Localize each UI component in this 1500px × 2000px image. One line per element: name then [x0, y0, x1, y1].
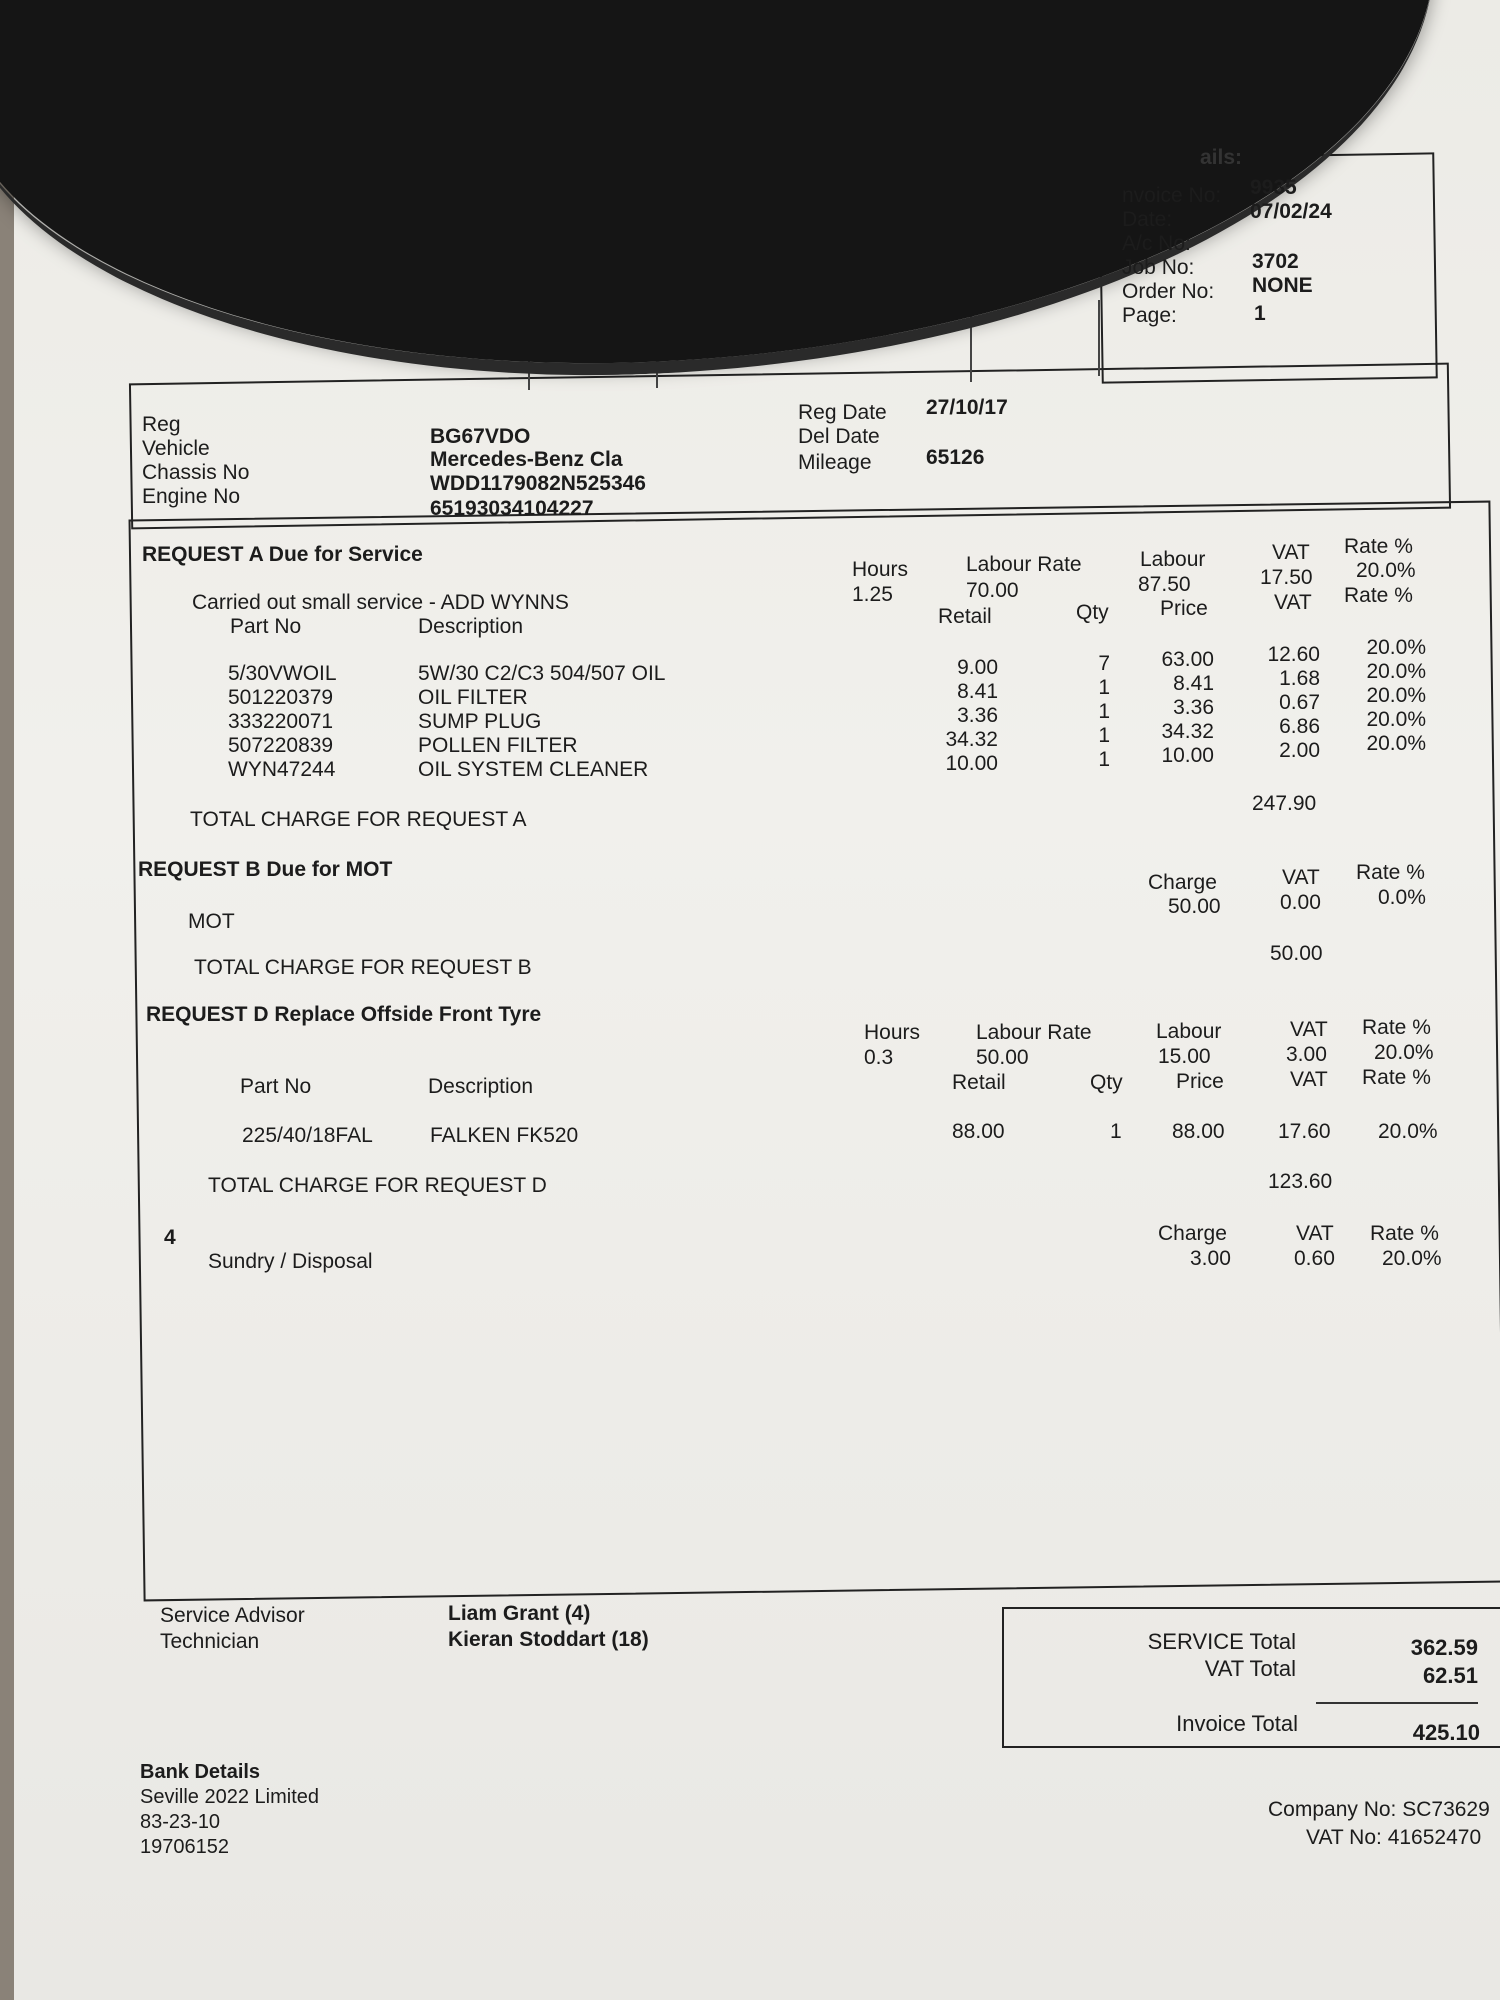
- request-b-vat-value: 0.00: [1280, 891, 1321, 914]
- request-a-labour-value: 87.50: [1138, 573, 1191, 596]
- description-cell: OIL FILTER: [418, 686, 528, 709]
- request-a-part-no-header: Part No: [230, 615, 302, 638]
- sundry-charge-header: Charge: [1158, 1222, 1227, 1245]
- request-b-vat-header: VAT: [1282, 866, 1320, 889]
- description-cell: 5W/30 C2/C3 504/507 OIL: [418, 662, 666, 685]
- price-cell: 8.41: [1173, 672, 1214, 695]
- request-a-title: REQUEST A Due for Service: [142, 543, 423, 566]
- reg-date-label: Reg Date: [798, 401, 887, 424]
- request-a-rate-header: Rate %: [1344, 535, 1413, 558]
- invoice-date-value: 07/02/24: [1250, 200, 1332, 223]
- price-cell: 34.32: [1161, 720, 1214, 743]
- vat-cell: 6.86: [1279, 715, 1320, 738]
- vat-cell: 2.00: [1279, 739, 1320, 762]
- price-cell: 10.00: [1161, 744, 1214, 767]
- request-b-rate-header: Rate %: [1356, 861, 1425, 884]
- rate-cell: 20.0%: [1366, 660, 1426, 683]
- request-a-labour-header: Labour: [1140, 548, 1206, 571]
- request-a-retails: [920, 656, 998, 776]
- request-d-total-value: 123.60: [1268, 1170, 1333, 1193]
- request-a-rate-value: 20.0%: [1356, 559, 1416, 582]
- invoice-details-labels: [1122, 184, 1221, 328]
- bank-account-number: 19706152: [140, 1836, 229, 1858]
- request-d-retail-header: Retail: [952, 1071, 1006, 1094]
- request-d-description: FALKEN FK520: [430, 1124, 579, 1147]
- request-d-vat-header: VAT: [1290, 1018, 1328, 1041]
- qty-cell: 1: [1098, 724, 1110, 747]
- request-a-vat-header: VAT: [1272, 541, 1310, 564]
- vat-total-value: 62.51: [1422, 1663, 1478, 1688]
- technician-value: Kieran Stoddart (18): [448, 1628, 649, 1651]
- mileage-label: Mileage: [798, 451, 872, 474]
- totals-rule: [1316, 1702, 1478, 1704]
- request-a-prices: [1128, 648, 1214, 768]
- request-b-rate-value: 0.0%: [1378, 886, 1426, 909]
- description-cell: SUMP PLUG: [418, 710, 542, 733]
- request-d-vat-header-2: VAT: [1290, 1068, 1328, 1091]
- service-total-value: 362.59: [1410, 1635, 1478, 1660]
- part-no-cell: 333220071: [228, 710, 334, 733]
- rate-cell: 20.0%: [1366, 708, 1426, 731]
- qty-cell: 1: [1098, 676, 1110, 699]
- request-a-hours-value: 1.25: [852, 583, 893, 606]
- del-date-label: Del Date: [798, 425, 880, 448]
- request-b-total-label: TOTAL CHARGE FOR REQUEST B: [194, 956, 532, 979]
- bank-sort-code: 83-23-10: [140, 1811, 221, 1833]
- qty-cell: 1: [1098, 748, 1110, 771]
- sundry-code: 4: [164, 1226, 176, 1249]
- invoice-details-heading: ails:: [1200, 146, 1243, 169]
- rate-cell: 20.0%: [1366, 684, 1426, 707]
- request-d-price: 88.00: [1172, 1120, 1225, 1143]
- request-a-vat-value: 17.50: [1260, 566, 1313, 589]
- request-b-charge-header: Charge: [1148, 871, 1217, 894]
- service-advisor-value: Liam Grant (4): [448, 1602, 591, 1625]
- request-d-labour-rate-header: Labour Rate: [976, 1021, 1092, 1044]
- rate-cell: 20.0%: [1366, 636, 1426, 659]
- part-no-cell: 501220379: [228, 686, 334, 709]
- chassis-value: WDD1179082N525346: [430, 472, 646, 495]
- request-a-part-numbers: [228, 662, 337, 782]
- request-a-vat-header-2: VAT: [1274, 591, 1312, 614]
- service-total-label: SERVICE Total: [1147, 1629, 1296, 1654]
- request-a-labour-rate-value: 70.00: [966, 579, 1019, 602]
- vehicle-labels: [142, 413, 249, 509]
- sundry-rate-value: 20.0%: [1382, 1247, 1442, 1270]
- reg-date-value: 27/10/17: [926, 396, 1008, 419]
- mileage-value: 65126: [926, 446, 985, 469]
- rate-cell: 20.0%: [1366, 732, 1426, 755]
- bank-name: Seville 2022 Limited: [140, 1786, 319, 1808]
- engine-value: 65193034104227: [430, 497, 594, 520]
- invoice-total-label: Invoice Total: [1176, 1711, 1298, 1736]
- request-d-qty-header: Qty: [1090, 1071, 1123, 1094]
- request-a-note: Carried out small service - ADD WYNNS: [192, 591, 569, 614]
- request-d-row-vat: 17.60: [1278, 1120, 1331, 1143]
- request-d-row-rate: 20.0%: [1378, 1120, 1438, 1143]
- job-no-value: 3702: [1252, 250, 1299, 273]
- request-d-labour-value: 15.00: [1158, 1045, 1211, 1068]
- request-d-retail: 88.00: [952, 1120, 1005, 1143]
- request-a-description-header: Description: [418, 615, 524, 638]
- vat-total-label: VAT Total: [1204, 1656, 1296, 1681]
- request-a-vats: [1250, 643, 1320, 763]
- retail-cell: 3.36: [957, 704, 998, 727]
- price-cell: 63.00: [1161, 648, 1214, 671]
- retail-cell: 10.00: [945, 752, 998, 775]
- sundry-charge-value: 3.00: [1190, 1247, 1231, 1270]
- bank-details-heading: Bank Details: [140, 1761, 261, 1783]
- order-no-value: NONE: [1252, 274, 1313, 297]
- request-d-total-label: TOTAL CHARGE FOR REQUEST D: [208, 1174, 547, 1197]
- request-d-rate-header: Rate %: [1362, 1016, 1431, 1039]
- invoice-no-label: nvoice No:: [1122, 184, 1222, 207]
- request-d-vat-value: 3.00: [1286, 1043, 1327, 1066]
- request-b-title: REQUEST B Due for MOT: [138, 858, 393, 881]
- sundry-label: Sundry / Disposal: [208, 1250, 373, 1273]
- retail-cell: 34.32: [945, 728, 998, 751]
- vat-number: VAT No: 41652470: [1306, 1826, 1482, 1849]
- page-label: Page:: [1122, 304, 1177, 327]
- request-d-hours-value: 0.3: [864, 1046, 894, 1069]
- request-a-qtys: [1080, 652, 1110, 772]
- request-d-description-header: Description: [428, 1075, 534, 1098]
- request-b-total-value: 50.00: [1270, 942, 1323, 965]
- part-no-cell: WYN47244: [228, 758, 336, 781]
- invoice-no-value: 9935: [1250, 176, 1297, 199]
- request-a-rate-header-2: Rate %: [1344, 584, 1413, 607]
- request-a-descriptions: [418, 662, 665, 782]
- reg-value: BG67VDO: [430, 425, 531, 448]
- request-b-item: MOT: [188, 910, 235, 933]
- price-cell: 3.36: [1173, 696, 1214, 719]
- date-label: Date:: [1122, 208, 1173, 231]
- request-a-retail-header: Retail: [938, 605, 992, 628]
- request-a-labour-rate-header: Labour Rate: [966, 553, 1082, 576]
- qty-cell: 1: [1098, 700, 1110, 723]
- vehicle-model-value: Mercedes-Benz Cla: [430, 448, 623, 471]
- engine-label: Engine No: [142, 485, 241, 508]
- request-d-part-no: 225/40/18FAL: [242, 1124, 373, 1147]
- retail-cell: 9.00: [957, 656, 998, 679]
- request-a-qty-header: Qty: [1076, 601, 1109, 624]
- request-a-total-value: 247.90: [1252, 792, 1317, 815]
- job-no-label: Job No:: [1122, 256, 1195, 279]
- chassis-label: Chassis No: [142, 461, 250, 484]
- description-cell: OIL SYSTEM CLEANER: [418, 758, 649, 781]
- request-d-labour-header: Labour: [1156, 1020, 1222, 1043]
- request-d-part-no-header: Part No: [240, 1075, 312, 1098]
- part-no-cell: 507220839: [228, 734, 334, 757]
- sundry-vat-header: VAT: [1296, 1222, 1334, 1245]
- request-d-rate-value: 20.0%: [1374, 1041, 1434, 1064]
- request-d-title: REQUEST D Replace Offside Front Tyre: [146, 1003, 542, 1026]
- request-d-labour-rate-value: 50.00: [976, 1046, 1029, 1069]
- vat-cell: 12.60: [1267, 643, 1320, 666]
- vat-cell: 1.68: [1279, 667, 1320, 690]
- company-number: Company No: SC73629: [1268, 1798, 1490, 1821]
- page-value: 1: [1254, 302, 1266, 325]
- reg-label: Reg: [142, 413, 181, 436]
- description-cell: POLLEN FILTER: [418, 734, 578, 757]
- service-advisor-label: Service Advisor: [160, 1604, 305, 1627]
- qty-cell: 7: [1098, 652, 1110, 675]
- technician-label: Technician: [160, 1630, 260, 1653]
- vehicle-label: Vehicle: [142, 437, 210, 460]
- request-a-hours-header: Hours: [852, 558, 909, 581]
- ac-no-label: A/c No:: [1122, 232, 1191, 255]
- sundry-rate-header: Rate %: [1370, 1222, 1439, 1245]
- request-a-rates: [1340, 636, 1426, 756]
- sundry-vat-value: 0.60: [1294, 1247, 1335, 1270]
- request-d-price-header: Price: [1176, 1070, 1224, 1093]
- request-b-charge-value: 50.00: [1168, 895, 1221, 918]
- header-divider-4: [1098, 300, 1100, 376]
- part-no-cell: 5/30VWOIL: [228, 662, 337, 685]
- invoice-total-value: 425.10: [1412, 1720, 1480, 1745]
- request-d-rate-header-2: Rate %: [1362, 1066, 1431, 1089]
- request-d-hours-header: Hours: [864, 1021, 921, 1044]
- retail-cell: 8.41: [957, 680, 998, 703]
- order-no-label: Order No:: [1122, 280, 1215, 303]
- request-a-total-label: TOTAL CHARGE FOR REQUEST A: [190, 808, 527, 831]
- vat-cell: 0.67: [1279, 691, 1320, 714]
- request-d-qty: 1: [1110, 1120, 1122, 1143]
- request-a-price-header: Price: [1160, 597, 1208, 620]
